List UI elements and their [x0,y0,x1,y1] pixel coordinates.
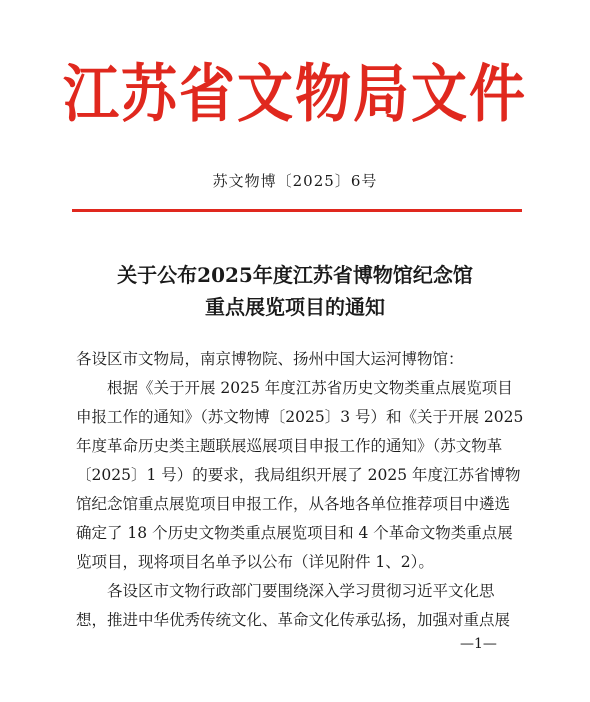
body-line: 年度革命历史类主题联展巡展项目申报工作的通知》（苏文物革 [76,437,503,455]
body-line: 想，推进中华优秀传统文化、革命文化传承弘扬，加强对重点展 [76,611,511,629]
body-line: 览项目，现将项目名单予以公布（详见附件 1、2）。 [76,553,434,571]
notice-body [76,345,528,635]
body-line: 根据《关于开展 2025 年度江苏省历史文物类重点展览项目 [107,379,513,397]
document-number: 苏文物博〔2025〕6号 [212,172,378,190]
page-number: —1— [460,636,497,652]
body-line: 馆纪念馆重点展览项目申报工作，从各地各单位推荐项目中遴选 [76,495,511,513]
notice-title-line-2: 重点展览项目的通知 [205,295,385,319]
body-line: 各设区市文物行政部门要围绕深入学习贯彻习近平文化思 [107,582,495,600]
notice-title-line-1: 关于公布2025年度江苏省博物馆纪念馆 [117,263,473,287]
body-line: 〔2025〕1 号）的要求，我局组织开展了 2025 年度江苏省博物 [76,466,521,484]
salutation: 各设区市文物局，南京博物院、扬州中国大运河博物馆： [76,350,464,368]
body-line: 确定了 18 个历史文物类重点展览项目和 4 个革命文物类重点展 [76,524,513,542]
masthead-title: 江苏省文物局文件 [63,57,527,131]
red-divider-line [72,209,522,212]
body-line: 申报工作的通知》（苏文物博〔2025〕3 号）和《关于开展 2025 [76,408,524,426]
